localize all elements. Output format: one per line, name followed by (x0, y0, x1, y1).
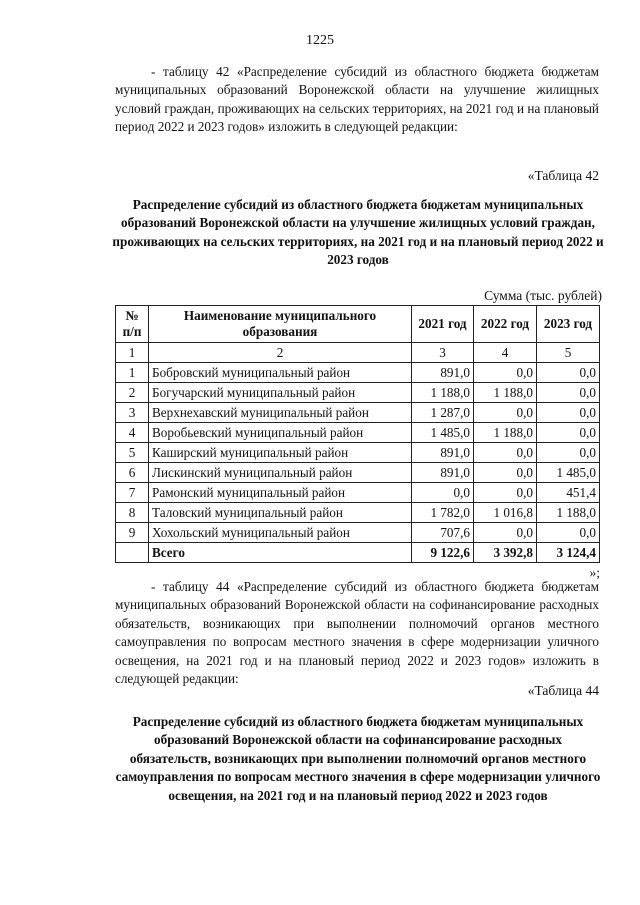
row-number: 1 (116, 363, 149, 383)
value-2021: 1 782,0 (412, 503, 474, 523)
closing-quote-mark: »; (589, 565, 600, 580)
table-row (116, 503, 600, 523)
value-2021: 1 485,0 (412, 423, 474, 443)
value-2022: 0,0 (474, 523, 537, 543)
value-2021: 1 287,0 (412, 403, 474, 423)
value-2022: 1 016,8 (474, 503, 537, 523)
district-name: Бобровский муниципальный район (149, 363, 412, 383)
subsidy-table (115, 305, 600, 563)
header-name: Наименование муниципального образования (149, 306, 412, 343)
district-name: Каширский муниципальный район (149, 443, 412, 463)
value-2021: 1 188,0 (412, 383, 474, 403)
value-2022: 1 188,0 (474, 383, 537, 403)
intro-paragraph: - таблицу 42 «Распределение субсидий из областного бюджета бюджетам муниципальных образований Воронежской области на улучшение жилищных условий граждан, проживающих на сельских территориях, на 2021 год и на плановый период 2022 и 2023 годов» изложить в следующей редакции: (115, 64, 599, 135)
row-number: 5 (116, 443, 149, 463)
district-name: Воробьевский муниципальный район (149, 423, 412, 443)
column-number: 5 (537, 343, 600, 363)
district-name: Верхнехавский муниципальный район (149, 403, 412, 423)
second-paragraph: - таблицу 44 «Распределение субсидий из областного бюджета бюджетам муниципальных образований Воронежской области на софинансирование расходных обязательств, возникающих при выполнении полномочий органов местного самоуправления по вопросам местного значения в сфере модернизации уличного освещения, на 2021 год и на плановый период 2022 и 2023 годов» изложить в следующей редакции: (115, 579, 599, 687)
value-2023: 0,0 (537, 523, 600, 543)
value-2023: 0,0 (537, 403, 600, 423)
column-number: 3 (412, 343, 474, 363)
total-row (116, 543, 600, 563)
header-2023: 2023 год (537, 306, 600, 343)
header-row (116, 306, 600, 343)
row-number: 4 (116, 423, 149, 443)
header-number: № п/п (116, 306, 149, 343)
value-2023: 1 485,0 (537, 463, 600, 483)
value-2021: 891,0 (412, 363, 474, 383)
value-2022: 1 188,0 (474, 423, 537, 443)
column-number-row (116, 343, 600, 363)
value-2022: 0,0 (474, 463, 537, 483)
value-2021: 707,6 (412, 523, 474, 543)
value-2023: 451,4 (537, 483, 600, 503)
total-2023: 3 124,4 (537, 543, 600, 563)
row-number: 6 (116, 463, 149, 483)
value-2023: 0,0 (537, 423, 600, 443)
value-2023: 0,0 (537, 363, 600, 383)
header-2022: 2022 год (474, 306, 537, 343)
value-2022: 0,0 (474, 443, 537, 463)
value-2023: 0,0 (537, 383, 600, 403)
value-2023: 1 188,0 (537, 503, 600, 523)
value-2022: 0,0 (474, 363, 537, 383)
row-number: 8 (116, 503, 149, 523)
table-row (116, 463, 600, 483)
table-row (116, 523, 600, 543)
row-number: 2 (116, 383, 149, 403)
value-2021: 891,0 (412, 463, 474, 483)
total-2022: 3 392,8 (474, 543, 537, 563)
header-2021: 2021 год (412, 306, 474, 343)
district-name: Богучарский муниципальный район (149, 383, 412, 403)
row-number: 9 (116, 523, 149, 543)
district-name: Таловский муниципальный район (149, 503, 412, 523)
column-number: 1 (116, 343, 149, 363)
table-42-label: «Таблица 42 (527, 168, 599, 183)
column-number: 4 (474, 343, 537, 363)
table-42-title: Распределение субсидий из областного бюджета бюджетам муниципальных образований Воронежской области на улучшение жилищных условий граждан, проживающих на сельских территориях, на 2021 год и на плановый период 2022 и 2023 годов (112, 197, 604, 268)
row-number: 3 (116, 403, 149, 423)
district-name: Рамонский муниципальный район (149, 483, 412, 503)
table-row (116, 363, 600, 383)
total-2021: 9 122,6 (412, 543, 474, 563)
table-row (116, 443, 600, 463)
table-row (116, 383, 600, 403)
value-2022: 0,0 (474, 403, 537, 423)
row-number: 7 (116, 483, 149, 503)
total-label: Всего (149, 543, 412, 563)
value-2022: 0,0 (474, 483, 537, 503)
table-row (116, 423, 600, 443)
district-name: Лискинский муниципальный район (149, 463, 412, 483)
table-44-label: «Таблица 44 (527, 683, 599, 698)
table-row (116, 483, 600, 503)
value-2021: 0,0 (412, 483, 474, 503)
value-2021: 891,0 (412, 443, 474, 463)
table-row (116, 403, 600, 423)
table-44-title: Распределение субсидий из областного бюджета бюджетам муниципальных образований Воронежской области на софинансирование расходных обязательств, возникающих при выполнении полномочий органов местного самоуправления по вопросам местного значения в сфере модернизации уличного освещения, на 2021 год и на плановый период 2022 и 2023 годов (115, 714, 601, 803)
district-name: Хохольский муниципальный район (149, 523, 412, 543)
total-number-cell (116, 543, 149, 563)
page-number: 1225 (306, 33, 334, 48)
units-caption: Сумма (тыс. рублей) (484, 288, 602, 303)
column-number: 2 (149, 343, 412, 363)
value-2023: 0,0 (537, 443, 600, 463)
